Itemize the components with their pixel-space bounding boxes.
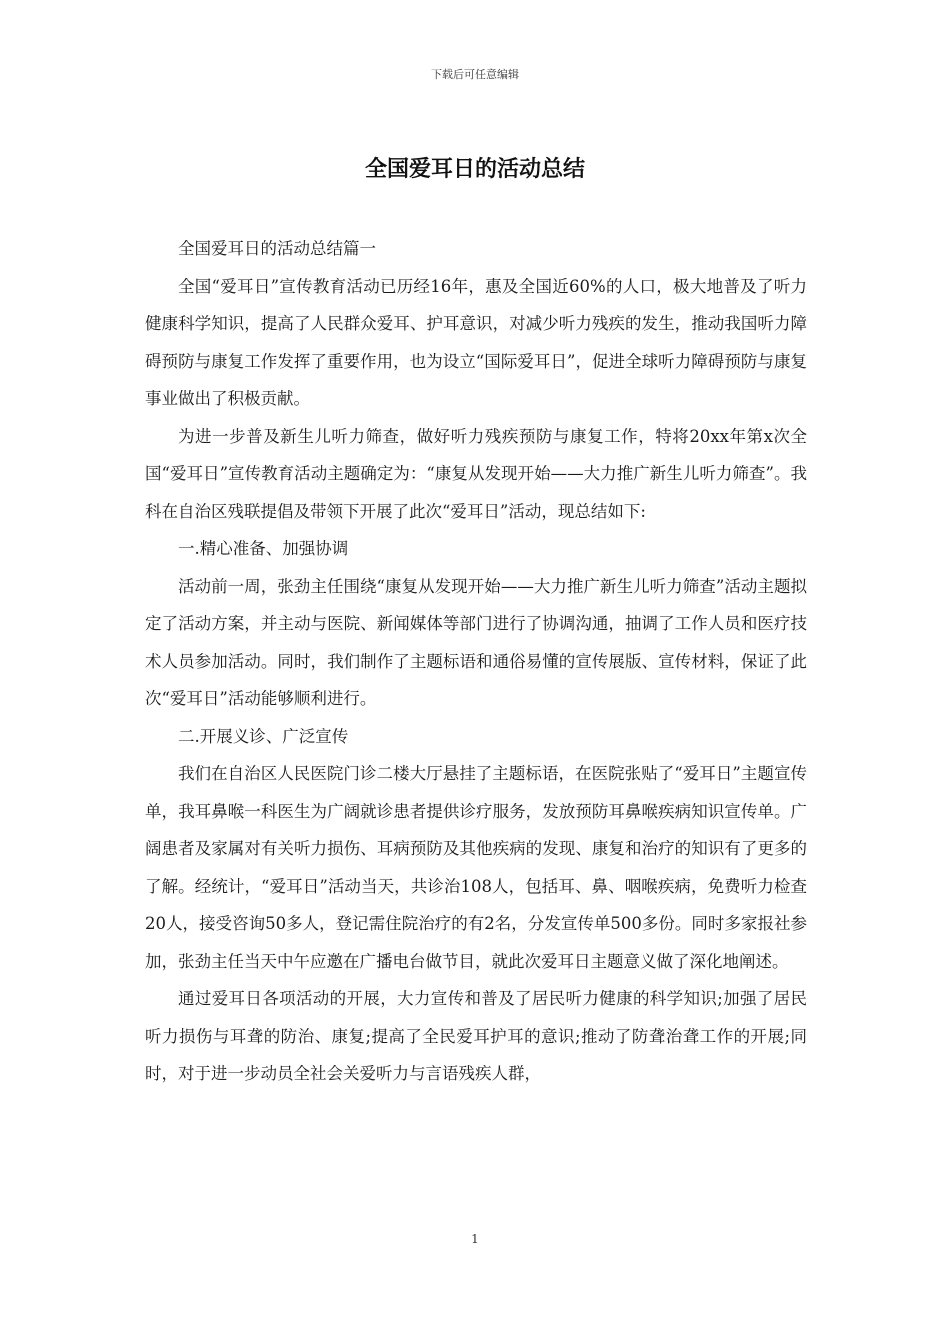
document-body [145,230,807,1093]
paragraph: 活动前一周，张劲主任围绕“康复从发现开始——大力推广新生儿听力筛查”活动主题拟定了活动方案，并主动与医院、新闻媒体等部门进行了协调沟通，抽调了工作人员和医疗技术人员参加活动。同时，我们制作了主题标语和通俗易懂的宣传展版、宣传材料，保证了此次“爱耳日”活动能够顺利进行。 [145,576,807,708]
paragraph: 全国“爱耳日”宣传教育活动已历经16年，惠及全国近60%的人口，极大地普及了听力健康科学知识，提高了人民群众爱耳、护耳意识，对减少听力残疾的发生，推动我国听力障碍预防与康复工作发挥了重要作用，也为设立“国际爱耳日”，促进全球听力障碍预防与康复事业做出了积极贡献。 [145,276,807,408]
section-heading: 二.开展义诊、广泛宣传 [178,726,349,746]
page-number: 1 [471,1232,479,1246]
document-title: 全国爱耳日的活动总结 [364,157,585,182]
paragraph: 我们在自治区人民医院门诊二楼大厅悬挂了主题标语，在医院张贴了“爱耳日”主题宣传单，我耳鼻喉一科医生为广阔就诊患者提供诊疗服务，发放预防耳鼻喉疾病知识宣传单。广阔患者及家属对有关听力损伤、耳病预防及其他疾病的发现、康复和治疗的知识有了更多的了解。经统计，“爱耳日”活动当天，共诊治108人，包括耳、鼻、咽喉疾病，免费听力检查20人，接受咨询50多人，登记需住院治疗的有2名，分发宣传单500多份。同时多家报社参加，张劲主任当天中午应邀在广播电台做节目，就此次爱耳日主题意义做了深化地阐述。 [145,764,807,971]
paragraph: 通过爱耳日各项活动的开展，大力宣传和普及了居民听力健康的科学知识;加强了居民听力损伤与耳聋的防治、康复;提高了全民爱耳护耳的意识;推动了防聋治聋工作的开展;同时，对于进一步动员全社会关爱听力与言语残疾人群， [145,989,807,1083]
paragraph: 为进一步普及新生儿听力筛查，做好听力残疾预防与康复工作，特将20xx年第x次全国“爱耳日”宣传教育活动主题确定为：“康复从发现开始——大力推广新生儿听力筛查”。我科在自治区残联提倡及带领下开展了此次“爱耳日”活动，现总结如下: [145,426,807,521]
section-heading: 一.精心准备、加强协调 [178,539,349,558]
header-note: 下载后可任意编辑 [431,68,519,81]
section-heading: 全国爱耳日的活动总结篇一 [178,239,376,258]
